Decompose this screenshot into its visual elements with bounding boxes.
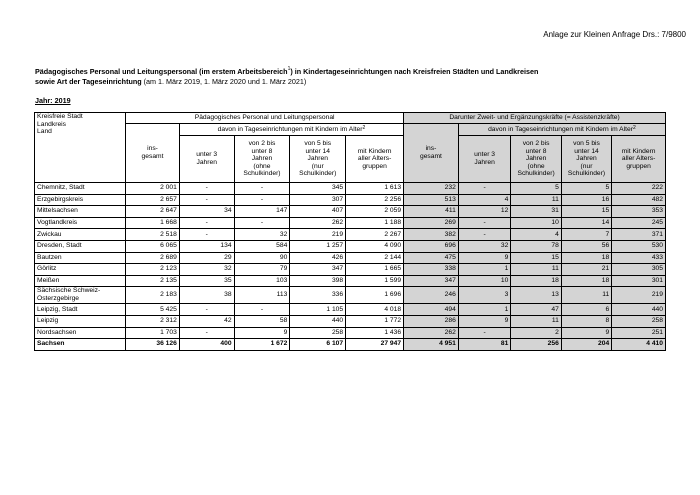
value-cell: 11 (511, 194, 561, 206)
table-row (35, 264, 666, 276)
value-cell: 81 (458, 339, 511, 351)
value-cell: 347 (404, 275, 459, 287)
col-header-2to8 (511, 136, 561, 183)
col-header-text: von 5 bis unter 14 Jahren (nur Schulkinder) (299, 140, 337, 178)
value-cell: 1 436 (346, 327, 404, 339)
heading-bold-part: Pädagogisches Personal und Leitungspersonal (im erstem Arbeitsbereich (35, 67, 288, 76)
heading-line2-bold: sowie Art der Tageseinrichtung (35, 76, 142, 86)
region-name-cell: Mittelsachsen (35, 206, 126, 218)
table-row (35, 183, 666, 195)
value-cell: 7 (561, 229, 611, 241)
col-header-text: von 5 bis unter 14 Jahren (nur Schulkinder) (567, 140, 606, 178)
value-cell: 269 (404, 217, 459, 229)
value-cell: 411 (404, 206, 459, 218)
value-cell: 1 105 (290, 304, 346, 316)
col-header-text: von 2 bis unter 8 Jahren (ohne Schulkinder) (243, 140, 281, 178)
value-cell: 1 599 (346, 275, 404, 287)
value-cell: 440 (290, 315, 346, 327)
value-cell: - (234, 183, 290, 195)
col-header-text: mit Kindern aller Alters- gruppen (621, 147, 656, 170)
value-cell: 35 (179, 275, 234, 287)
value-cell: 262 (404, 327, 459, 339)
value-cell: 103 (234, 275, 290, 287)
value-cell: 258 (290, 327, 346, 339)
value-cell: 134 (179, 240, 234, 252)
value-cell: 246 (404, 287, 459, 304)
value-cell: 353 (612, 206, 666, 218)
value-cell: 262 (290, 217, 346, 229)
year-label: Jahr: 2019 (35, 96, 71, 105)
value-cell: 13 (511, 287, 561, 304)
value-cell: 90 (234, 252, 290, 264)
region-name-cell: Dresden, Stadt (35, 240, 126, 252)
value-cell: 38 (179, 287, 234, 304)
value-cell: 9 (458, 252, 511, 264)
value-cell: 32 (179, 264, 234, 276)
value-cell: 440 (612, 304, 666, 316)
value-cell: 18 (561, 275, 611, 287)
value-cell: 113 (234, 287, 290, 304)
value-cell: 11 (561, 287, 611, 304)
value-cell: 345 (290, 183, 346, 195)
value-cell: 11 (511, 264, 561, 276)
value-cell: 5 425 (126, 304, 180, 316)
value-cell: 1 668 (126, 217, 180, 229)
region-name-cell: Nordsachsen (35, 327, 126, 339)
value-cell: - (179, 327, 234, 339)
value-cell: 12 (458, 206, 511, 218)
col-header-total (126, 124, 180, 183)
region-header-line: Landkreis (37, 120, 66, 128)
heading-footnote-1: 1 (287, 66, 291, 72)
table-row (35, 287, 666, 304)
value-cell: - (458, 217, 511, 229)
value-cell: 2 123 (126, 264, 180, 276)
value-cell: 2 267 (346, 229, 404, 241)
value-cell: 4 090 (346, 240, 404, 252)
total-row (35, 339, 666, 351)
value-cell: 15 (511, 252, 561, 264)
region-name-cell: Leipzig (35, 315, 126, 327)
value-cell: 6 065 (126, 240, 180, 252)
value-cell: 301 (612, 275, 666, 287)
group-header-assistants: Darunter Zweit- und Ergänzungskräfte (= Assistenzkräfte) (404, 113, 666, 124)
value-cell: 27 947 (346, 339, 404, 351)
region-name-cell: Sächsische Schweiz-Osterzgebirge (35, 287, 126, 304)
value-cell: 696 (404, 240, 459, 252)
value-cell: 347 (290, 264, 346, 276)
value-cell: 4 018 (346, 304, 404, 316)
col-header-5to14 (561, 136, 611, 183)
value-cell: 15 (561, 206, 611, 218)
document-heading (35, 67, 665, 86)
value-cell: 5 (511, 183, 561, 195)
value-cell: 232 (404, 183, 459, 195)
value-cell: 204 (561, 339, 611, 351)
value-cell: 21 (561, 264, 611, 276)
col-header-text: mit Kindern aller Alters- gruppen (357, 147, 392, 170)
group-header-staff: Pädagogisches Personal und Leitungspersonal (126, 113, 404, 124)
personnel-table (34, 112, 666, 351)
col-header-2to8 (234, 136, 290, 183)
col-header-under3 (458, 136, 511, 183)
value-cell: 10 (511, 217, 561, 229)
value-cell: 31 (511, 206, 561, 218)
value-cell: 6 (561, 304, 611, 316)
value-cell: 2 312 (126, 315, 180, 327)
value-cell: 305 (612, 264, 666, 276)
value-cell: 258 (612, 315, 666, 327)
region-name-cell: Görlitz (35, 264, 126, 276)
region-name-cell: Bautzen (35, 252, 126, 264)
table-row (35, 315, 666, 327)
col-header-text: unter 3 Jahren (474, 151, 495, 166)
subgroup-header-text: davon in Tageseinrichtungen mit Kindern im Alter (488, 125, 633, 133)
table-row (35, 194, 666, 206)
value-cell: 1 672 (234, 339, 290, 351)
value-cell: 1 772 (346, 315, 404, 327)
value-cell: 371 (612, 229, 666, 241)
value-cell: - (458, 327, 511, 339)
value-cell: 1 (458, 264, 511, 276)
value-cell: 251 (612, 327, 666, 339)
value-cell: 56 (561, 240, 611, 252)
value-cell: 2 144 (346, 252, 404, 264)
value-cell: - (458, 183, 511, 195)
value-cell: 4 951 (404, 339, 459, 351)
table-row (35, 229, 666, 241)
value-cell: 18 (561, 252, 611, 264)
value-cell: 29 (179, 252, 234, 264)
value-cell: 8 (561, 315, 611, 327)
table-row (35, 252, 666, 264)
col-header-text: ins- gesamt (141, 145, 164, 160)
table-row (35, 275, 666, 287)
value-cell: 18 (511, 275, 561, 287)
heading-line2-dates: (am 1. März 2019, 1. März 2020 und 1. März 2021) (141, 76, 307, 86)
region-name-cell: Leipzig, Stadt (35, 304, 126, 316)
value-cell: 400 (179, 339, 234, 351)
region-name-cell: Vogtlandkreis (35, 217, 126, 229)
value-cell: 1 188 (346, 217, 404, 229)
col-header-text: von 2 bis unter 8 Jahren (ohne Schulkinder) (517, 140, 555, 178)
value-cell: 222 (612, 183, 666, 195)
heading-bold-part-2: ) in Kindertageseinrichtungen nach Kreisfreien Städten und Landkreisen (290, 67, 539, 76)
value-cell: 9 (458, 315, 511, 327)
value-cell: 475 (404, 252, 459, 264)
col-header-5to14 (290, 136, 346, 183)
value-cell: 1 (458, 304, 511, 316)
col-header-text: ins- gesamt (419, 145, 442, 160)
value-cell: 2 059 (346, 206, 404, 218)
value-cell: 2 689 (126, 252, 180, 264)
value-cell: 10 (458, 275, 511, 287)
value-cell: 338 (404, 264, 459, 276)
value-cell: 2 256 (346, 194, 404, 206)
value-cell: 426 (290, 252, 346, 264)
col-header-text: unter 3 Jahren (196, 151, 218, 166)
value-cell: 16 (561, 194, 611, 206)
region-header-line: Land (37, 128, 52, 136)
value-cell: 407 (290, 206, 346, 218)
value-cell: - (458, 229, 511, 241)
value-cell: - (234, 194, 290, 206)
table-row (35, 304, 666, 316)
table-row (35, 327, 666, 339)
value-cell: 3 (458, 287, 511, 304)
col-header-under3 (179, 136, 234, 183)
value-cell: 530 (612, 240, 666, 252)
value-cell: 11 (511, 315, 561, 327)
value-cell: 4 (511, 229, 561, 241)
value-cell: 2 (511, 327, 561, 339)
value-cell: 32 (234, 229, 290, 241)
table-row (35, 217, 666, 229)
value-cell: 5 (561, 183, 611, 195)
subgroup-header-assistants (458, 124, 665, 136)
region-name-cell: Erzgebirgskreis (35, 194, 126, 206)
value-cell: 307 (290, 194, 346, 206)
footnote-2: 2 (362, 124, 366, 131)
value-cell: 36 126 (126, 339, 180, 351)
value-cell: 4 410 (612, 339, 666, 351)
value-cell: - (179, 304, 234, 316)
subgroup-header-staff (179, 124, 403, 136)
region-name-cell: Chemnitz, Stadt (35, 183, 126, 195)
value-cell: 2 657 (126, 194, 180, 206)
value-cell: 398 (290, 275, 346, 287)
value-cell: - (234, 304, 290, 316)
value-cell: 584 (234, 240, 290, 252)
value-cell: 2 518 (126, 229, 180, 241)
value-cell: 2 135 (126, 275, 180, 287)
value-cell: 2 183 (126, 287, 180, 304)
value-cell: 78 (511, 240, 561, 252)
value-cell: 58 (234, 315, 290, 327)
value-cell: - (179, 217, 234, 229)
value-cell: 336 (290, 287, 346, 304)
value-cell: 1 613 (346, 183, 404, 195)
subgroup-header-text: davon in Tageseinrichtungen mit Kindern im Alter (217, 125, 363, 133)
value-cell: 79 (234, 264, 290, 276)
value-cell: 482 (612, 194, 666, 206)
value-cell: 1 703 (126, 327, 180, 339)
value-cell: 286 (404, 315, 459, 327)
value-cell: 219 (290, 229, 346, 241)
value-cell: 494 (404, 304, 459, 316)
annex-reference: Anlage zur Kleinen Anfrage Drs.: 7/9800 (543, 30, 686, 39)
region-header-line: Kreisfreie Stadt (37, 113, 83, 120)
value-cell: 245 (612, 217, 666, 229)
col-header-all-ages (612, 136, 666, 183)
value-cell: 9 (561, 327, 611, 339)
col-header-all-ages (346, 136, 404, 183)
value-cell: 6 107 (290, 339, 346, 351)
footnote-2: 2 (632, 124, 636, 131)
value-cell: 147 (234, 206, 290, 218)
value-cell: 1 257 (290, 240, 346, 252)
value-cell: 219 (612, 287, 666, 304)
col-header-total (404, 124, 459, 183)
value-cell: 47 (511, 304, 561, 316)
value-cell: 256 (511, 339, 561, 351)
region-name-cell: Zwickau (35, 229, 126, 241)
region-name-cell: Sachsen (35, 339, 126, 351)
value-cell: 513 (404, 194, 459, 206)
value-cell: - (179, 183, 234, 195)
value-cell: 1 665 (346, 264, 404, 276)
value-cell: - (234, 217, 290, 229)
value-cell: 9 (234, 327, 290, 339)
region-header (35, 113, 126, 183)
value-cell: 4 (458, 194, 511, 206)
value-cell: 32 (458, 240, 511, 252)
value-cell: 382 (404, 229, 459, 241)
value-cell: 14 (561, 217, 611, 229)
value-cell: 2 647 (126, 206, 180, 218)
value-cell: - (179, 229, 234, 241)
value-cell: - (179, 194, 234, 206)
region-name-cell: Meißen (35, 275, 126, 287)
table-row (35, 206, 666, 218)
table-row (35, 240, 666, 252)
value-cell: 42 (179, 315, 234, 327)
value-cell: 1 696 (346, 287, 404, 304)
value-cell: 433 (612, 252, 666, 264)
value-cell: 2 001 (126, 183, 180, 195)
value-cell: 34 (179, 206, 234, 218)
